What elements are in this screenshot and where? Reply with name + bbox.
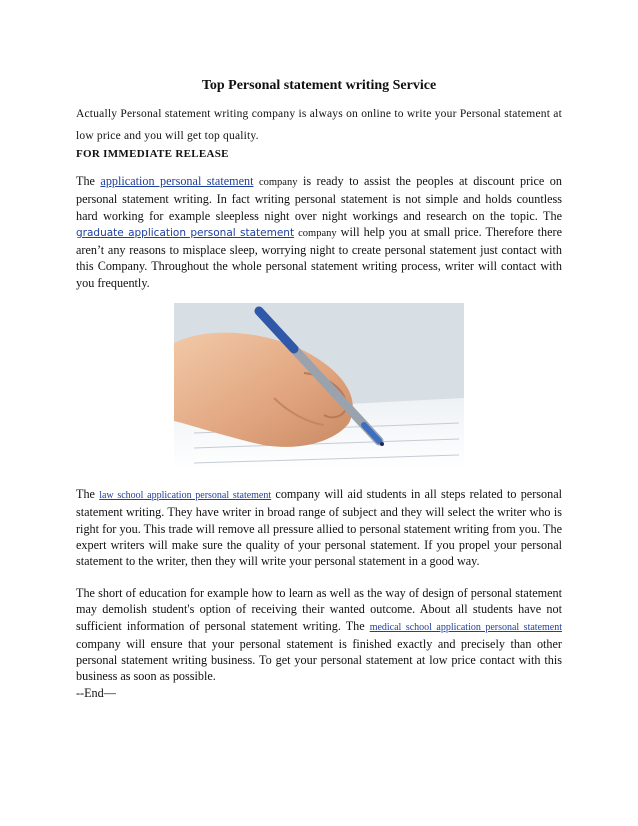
p1-company-1: company (258, 177, 298, 188)
p3-text-1: The short of education for example how to learn as well as the way of design of personal statement may demolish student's option of receiving their wanted outcome. About all students have not sufficient information of personal statement writing. The (76, 586, 562, 633)
release-label: FOR IMMEDIATE RELEASE (76, 148, 229, 160)
hand-writing-illustration (174, 303, 464, 469)
medical-school-application-personal-statement-link[interactable]: medical school application personal statement (369, 621, 563, 633)
p1-company-2: company (298, 227, 337, 239)
p1-text-2: is ready to assist the peoples at discount price on personal statement writing. In fact writing personal statement is not simple and holds countless hard working for example sleepless night over night workings and research on the topic. The (76, 174, 562, 223)
paragraph-3 (76, 585, 562, 685)
paragraph-1 (76, 173, 562, 291)
writing-hand-photo (174, 303, 464, 469)
p2-text-1: The (76, 487, 95, 501)
page-title: Top Personal statement writing Service (201, 78, 437, 93)
p1-text-1: The (76, 174, 95, 188)
intro-paragraph: Actually Personal statement writing company is always on online to write your Personal statement at low price and you will get top quality. (76, 108, 562, 142)
end-marker: --End— (76, 686, 116, 700)
application-personal-statement-link[interactable]: application personal statement (100, 174, 254, 188)
paragraph-2 (76, 486, 562, 569)
graduate-application-personal-statement-link[interactable]: graduate application personal statement (76, 226, 295, 239)
p1-text-3: will help you at small price. Therefore there aren’t any reasons to misplace sleep, worrying night to create personal statement just contact with this Company. Throughout the whole personal statement writing process, writer will contact with you frequently. (76, 224, 562, 290)
p3-text-2: company will ensure that your personal statement is finished exactly and precisely than other personal statement writing business. To get your personal statement at low price contact with this business as soon as possible. (76, 636, 562, 684)
law-school-application-personal-statement-link[interactable]: law school application personal statement (99, 490, 272, 501)
p2-text-2: company will aid students in all steps related to personal statement writing. They have writer in broad range of subject and they will select the writer who is right for you. This trade will remove all pressure allied to personal statement writing from you. The expert writers will make sure the quality of your personal statement. If you propel your personal statement to the writer, then they will write your personal statement in a good way. (76, 487, 562, 569)
